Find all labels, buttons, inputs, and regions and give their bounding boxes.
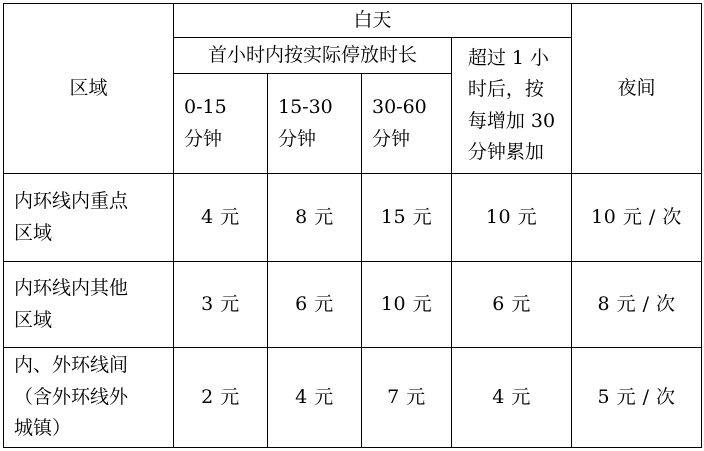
- row-region-label: 内、外环线间 （含外环线外 城镇）: [14, 354, 129, 440]
- header-over-hour: [452, 38, 572, 174]
- header-night: [572, 4, 702, 174]
- row-region: [4, 348, 174, 448]
- header-daytime: [174, 4, 572, 38]
- fee-night: 8 元 / 次: [572, 262, 702, 348]
- row-region-label: 内环线内其他 区域: [14, 277, 129, 331]
- fee-over-hour: 4 元: [452, 348, 572, 448]
- table-row: [4, 262, 702, 348]
- header-region: [4, 4, 174, 174]
- header-30-60-label: 30-60 分钟: [372, 96, 427, 150]
- fee-over-hour: 10 元: [452, 174, 572, 262]
- row-region: [4, 262, 174, 348]
- fee-15-30: 4 元: [268, 348, 362, 448]
- header-0-15: [174, 74, 268, 174]
- header-region-label: 区域: [69, 76, 108, 99]
- fee-night: 10 元 / 次: [572, 174, 702, 262]
- fee-30-60: 7 元: [362, 348, 452, 448]
- fee-0-15: 2 元: [174, 348, 268, 448]
- fee-night: 5 元 / 次: [572, 348, 702, 448]
- header-first-hour: [174, 38, 452, 74]
- header-15-30: [268, 74, 362, 174]
- header-0-15-label: 0-15 分钟: [184, 96, 227, 150]
- fee-0-15: 4 元: [174, 174, 268, 262]
- fee-15-30: 6 元: [268, 262, 362, 348]
- table-row: [4, 348, 702, 448]
- header-night-label: 夜间: [617, 76, 656, 99]
- parking-fee-table: [3, 3, 702, 448]
- fee-0-15: 3 元: [174, 262, 268, 348]
- header-30-60: [362, 74, 452, 174]
- row-region-label: 内环线内重点 区域: [14, 190, 129, 244]
- header-daytime-label: 白天: [353, 8, 392, 31]
- fee-30-60: 15 元: [362, 174, 452, 262]
- fee-30-60: 10 元: [362, 262, 452, 348]
- header-over-hour-label: 超过 1 小 时后，按 每增加 30 分钟累加: [467, 46, 556, 163]
- fee-over-hour: 6 元: [452, 262, 572, 348]
- header-first-hour-label: 首小时内按实际停放时长: [207, 43, 417, 66]
- table-row: [4, 174, 702, 262]
- header-15-30-label: 15-30 分钟: [278, 96, 333, 150]
- row-region: [4, 174, 174, 262]
- header-row-1: [4, 4, 702, 38]
- fee-15-30: 8 元: [268, 174, 362, 262]
